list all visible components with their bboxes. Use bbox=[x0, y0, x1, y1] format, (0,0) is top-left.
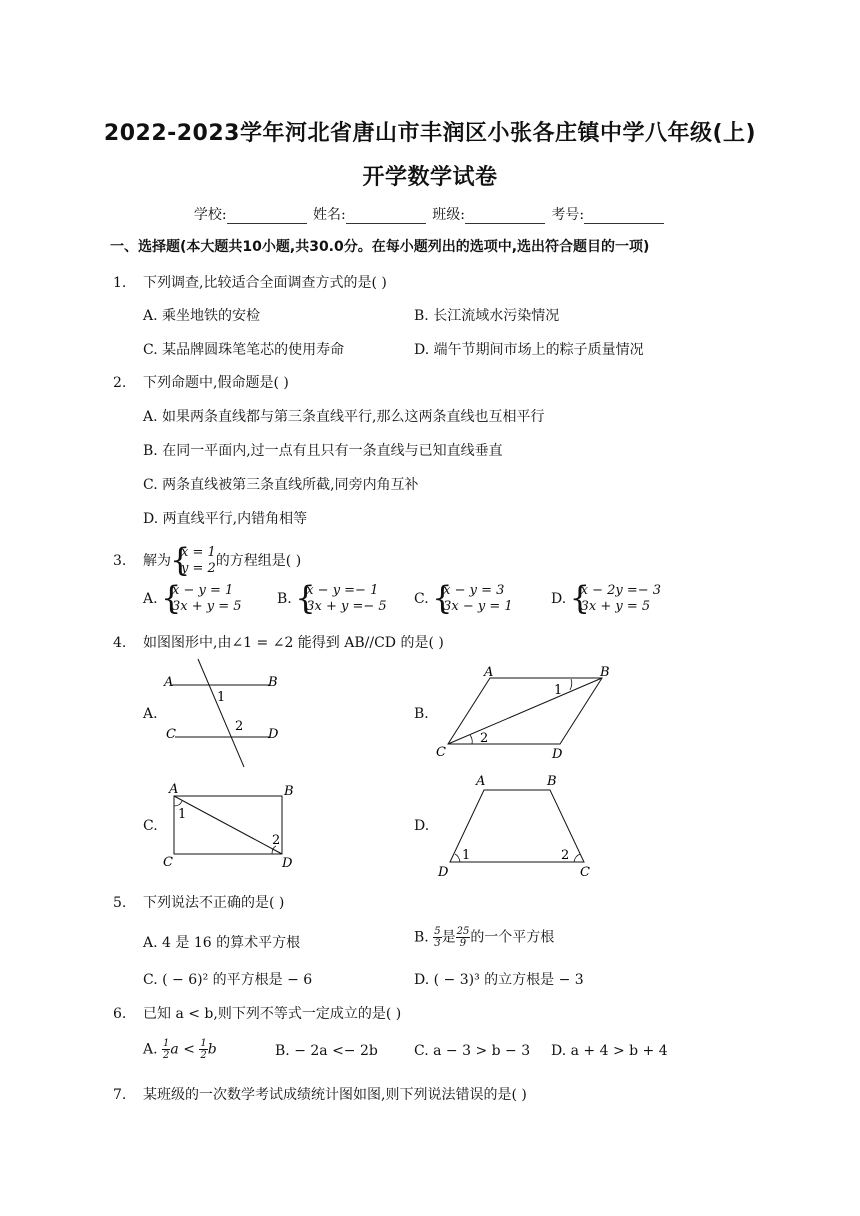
q3-option-a[interactable]: A. { x − y = 1 3x + y = 5 bbox=[143, 583, 242, 615]
fig-c-angle-2: 2 bbox=[272, 833, 281, 848]
q1-option-b[interactable]: B. 长江流域水污染情况 bbox=[414, 308, 560, 324]
section-heading: 一、选择题(本大题共10小题,共30.0分。在每小题列出的选项中,选出符合题目的一项) bbox=[110, 239, 650, 255]
fig-d-point-d: D bbox=[438, 865, 449, 880]
q2-option-d[interactable]: D. 两直线平行,内错角相等 bbox=[143, 511, 308, 527]
fig-a-angle-1: 1 bbox=[217, 690, 226, 705]
fig-c-point-a: A bbox=[169, 782, 179, 797]
q6-option-c[interactable]: C. a − 3 > b − 3 bbox=[414, 1043, 531, 1059]
q5-option-d[interactable]: D. ( − 3)³ 的立方根是 − 3 bbox=[414, 972, 584, 988]
fig-d-angle-1: 1 bbox=[462, 848, 471, 863]
title-line-2: 开学数学试卷 bbox=[362, 165, 498, 190]
fig-a-point-a: A bbox=[164, 675, 174, 690]
fig-a-point-b: B bbox=[268, 675, 278, 690]
q3-option-c[interactable]: C. { x − y = 3 3x − y = 1 bbox=[414, 583, 513, 615]
q4-figure-b bbox=[432, 662, 622, 762]
fig-d-point-b: B bbox=[547, 774, 557, 789]
q5-option-b[interactable]: B. $\frac{5}{3}$ 是 $\frac{25}{9}$ 的一个平方根 bbox=[414, 926, 555, 949]
q2-option-c[interactable]: C. 两条直线被第三条直线所截,同旁内角互补 bbox=[143, 477, 419, 493]
q2-option-a[interactable]: A. 如果两条直线都与第三条直线平行,那么这两条直线也互相平行 bbox=[143, 409, 545, 425]
fig-b-angle-1: 1 bbox=[554, 683, 563, 698]
question-6: 6. 已知 a < b,则下列不等式一定成立的是( ) bbox=[113, 1006, 402, 1022]
question-2: 2. 下列命题中,假命题是( ) bbox=[113, 375, 289, 391]
q3-solution-system: { x = 1 y = 2 bbox=[171, 545, 216, 577]
student-info-line bbox=[0, 204, 860, 224]
question-3: 3. 解为 { x = 1 y = 2 的方程组是( ) bbox=[113, 545, 301, 577]
q6-option-a[interactable]: A. $\frac{1}{2}$ a < $\frac{1}{2}$ b bbox=[143, 1038, 217, 1061]
fig-b-point-d: D bbox=[552, 747, 563, 762]
fig-d-point-c: C bbox=[580, 865, 590, 880]
question-4: 4. 如图图形中,由∠1 = ∠2 能得到 AB//CD 的是( ) bbox=[113, 635, 444, 651]
fig-c-point-d: D bbox=[282, 856, 293, 870]
school-blank[interactable] bbox=[227, 209, 307, 224]
q4-option-a-label[interactable]: A. bbox=[143, 706, 158, 722]
q6-option-b[interactable]: B. − 2a <− 2b bbox=[275, 1043, 378, 1059]
fig-b-angle-2: 2 bbox=[480, 731, 489, 746]
question-5: 5. 下列说法不正确的是( ) bbox=[113, 895, 285, 911]
exam-no-label: 考号: bbox=[551, 207, 585, 223]
q2-option-b[interactable]: B. 在同一平面内,过一点有且只有一条直线与已知直线垂直 bbox=[143, 443, 503, 459]
q4-figure-a bbox=[160, 655, 290, 770]
q4-figure-d bbox=[432, 770, 602, 880]
name-label: 姓名: bbox=[313, 207, 346, 223]
q1-option-c[interactable]: C. 某品牌圆珠笔笔芯的使用寿命 bbox=[143, 342, 345, 358]
q3-option-d[interactable]: D. { x − 2y =− 3 3x + y = 5 bbox=[551, 583, 661, 615]
title-line-1: 2022-2023学年河北省唐山市丰润区小张各庄镇中学八年级(上) bbox=[103, 121, 757, 146]
q1-option-a[interactable]: A. 乘坐地铁的安检 bbox=[143, 308, 261, 324]
q3-option-b[interactable]: B. { x − y =− 1 3x + y =− 5 bbox=[277, 583, 387, 615]
fig-a-angle-2: 2 bbox=[235, 719, 244, 734]
q5-option-c[interactable]: C. ( − 6)² 的平方根是 − 6 bbox=[143, 972, 313, 988]
question-1: 1. 下列调查,比较适合全面调查方式的是( ) bbox=[113, 275, 387, 291]
class-blank[interactable] bbox=[465, 209, 545, 224]
fig-c-point-b: B bbox=[284, 784, 294, 799]
fig-d-angle-2: 2 bbox=[561, 848, 570, 863]
fig-d-point-a: A bbox=[476, 774, 486, 789]
fig-a-point-d: D bbox=[268, 727, 279, 742]
fig-a-point-c: C bbox=[166, 727, 176, 742]
exam-no-blank[interactable] bbox=[584, 209, 664, 224]
q4-option-b-label[interactable]: B. bbox=[414, 706, 429, 722]
q4-option-c-label[interactable]: C. bbox=[143, 818, 158, 834]
fig-c-angle-1: 1 bbox=[178, 807, 187, 822]
name-blank[interactable] bbox=[346, 209, 426, 224]
fig-b-point-c: C bbox=[436, 745, 446, 760]
fig-b-point-a: A bbox=[484, 665, 494, 680]
question-7: 7. 某班级的一次数学考试成绩统计图如图,则下列说法错误的是( ) bbox=[113, 1087, 527, 1103]
school-label: 学校: bbox=[193, 207, 227, 223]
fig-b-point-b: B bbox=[600, 665, 610, 680]
class-label: 班级: bbox=[432, 207, 465, 223]
q1-option-d[interactable]: D. 端午节期间市场上的粽子质量情况 bbox=[414, 342, 644, 358]
fig-c-point-c: C bbox=[163, 855, 173, 870]
q6-option-d[interactable]: D. a + 4 > b + 4 bbox=[551, 1043, 668, 1059]
q5-option-a[interactable]: A. 4 是 16 的算术平方根 bbox=[143, 935, 301, 951]
q4-option-d-label[interactable]: D. bbox=[414, 818, 430, 834]
q4-figure-c bbox=[160, 778, 300, 870]
